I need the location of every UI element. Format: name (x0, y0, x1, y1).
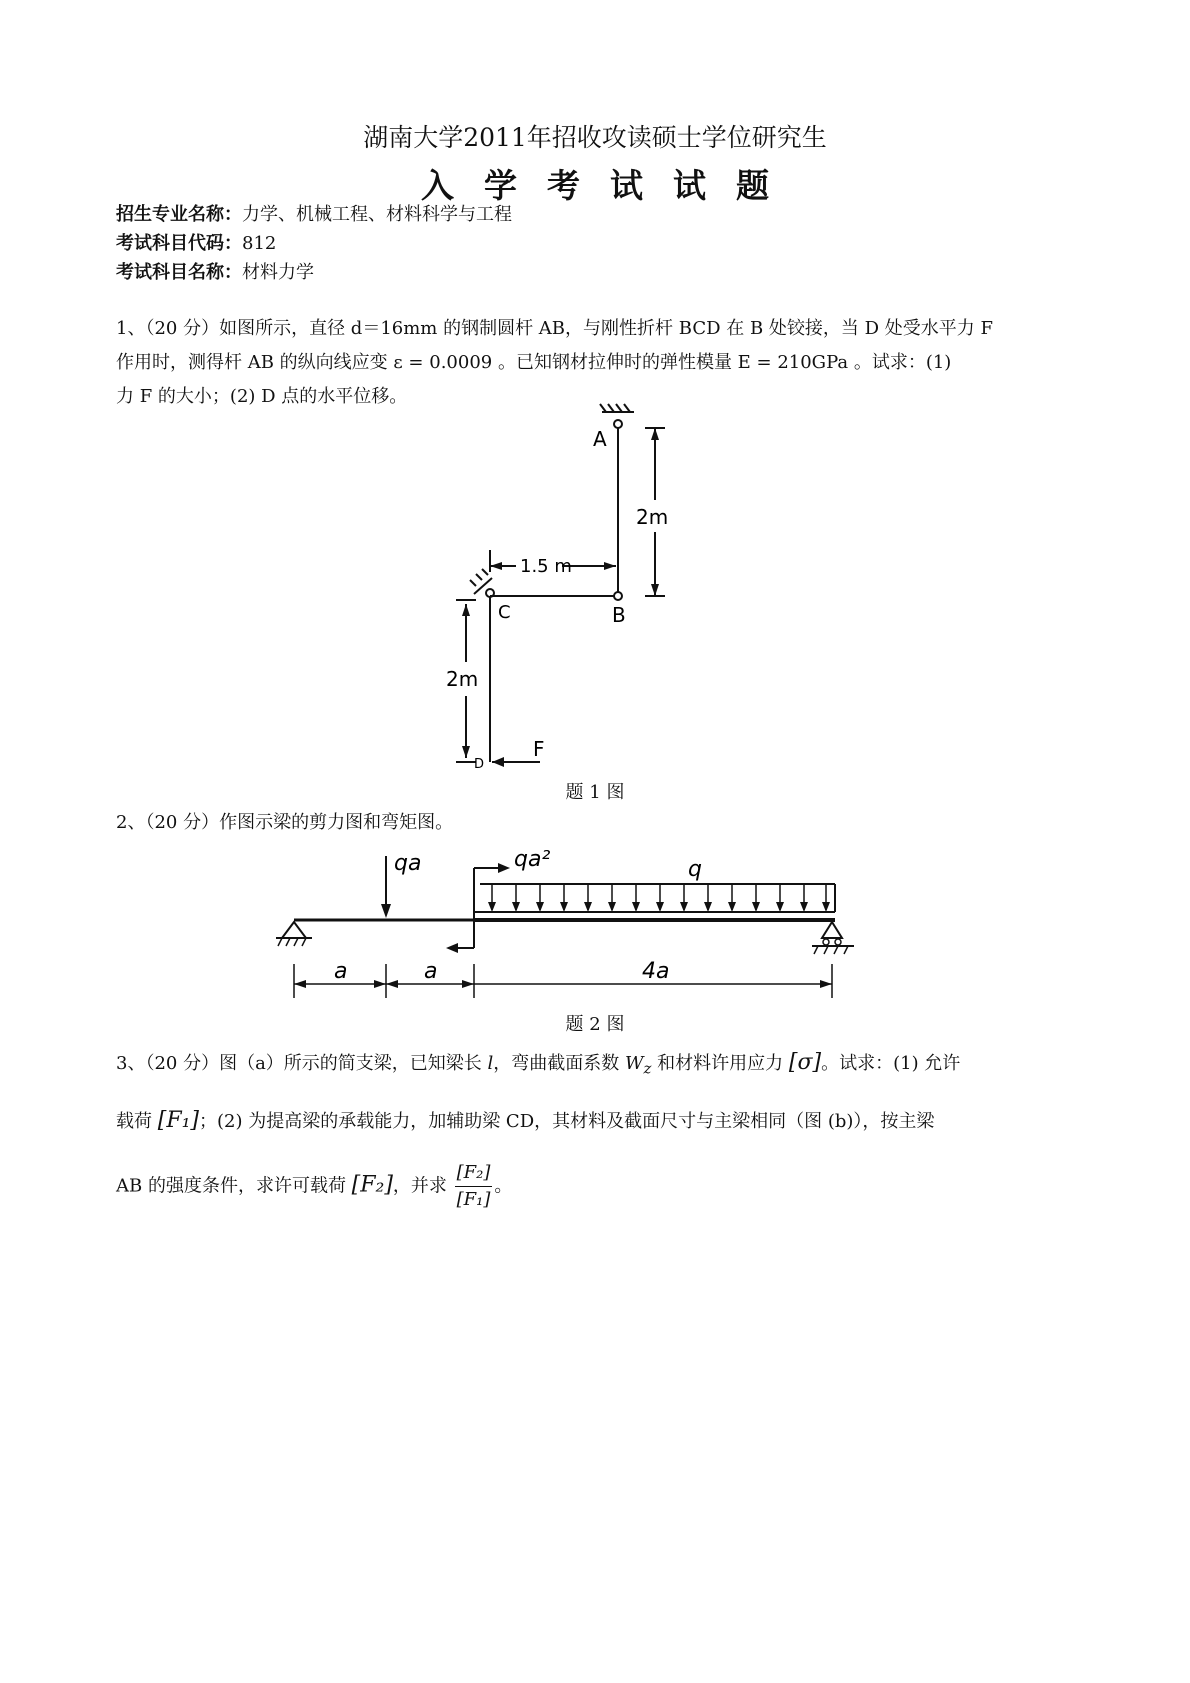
dim-label-1: a (334, 959, 348, 984)
label-c: C (498, 602, 511, 623)
dim-arrow (462, 746, 470, 758)
dim-label-2: a (424, 959, 438, 984)
dim-arrow (490, 562, 502, 570)
moment-arrow-bottom (446, 943, 458, 953)
label-b: B (612, 603, 626, 627)
q3-fraction-numerator: [F₂] (455, 1160, 493, 1187)
support-right (822, 922, 842, 938)
force-f-arrowhead (492, 757, 504, 767)
q3-var-w-sub: z (643, 1059, 652, 1078)
q3-var-f2: [F₂] (351, 1172, 393, 1198)
q3-fraction-denominator: [F₁] (456, 1189, 491, 1210)
meta-code-label: 考试科目代码： (116, 233, 242, 254)
exam-subtitle: 湖南大学2011年招收攻读硕士学位研究生 (363, 123, 827, 152)
label-f: F (533, 737, 545, 761)
meta-subject-value: 材料力学 (242, 262, 314, 283)
q3-text-part: AB 的强度条件，求许可载荷 (116, 1175, 352, 1197)
q3-var-f1: [F₁] (157, 1108, 199, 1133)
point-load-arrowhead (381, 904, 391, 918)
q3-text-part: 3、（20 分）图（a）所示的简支梁，已知梁长 (116, 1053, 488, 1074)
meta-code (116, 229, 276, 255)
q3-var-sigma: [σ] (788, 1050, 822, 1075)
support-c-hatch (476, 574, 482, 580)
meta-major-value: 力学、机械工程、材料科学与工程 (242, 204, 512, 225)
q3-line-3 (116, 1160, 1081, 1213)
meta-subject (116, 258, 314, 284)
support-a-hatch (616, 404, 622, 412)
exam-title: 入学考试试题 (421, 166, 799, 205)
q1-caption: 题 1 图 (565, 782, 625, 803)
dim-arrow (462, 604, 470, 616)
support-c-hatch (470, 580, 476, 586)
dim-ab-label: 2m (636, 505, 669, 529)
dim-label-3: 4a (642, 959, 670, 984)
q1-line-1: 1、（20 分）如图所示，直径 d＝16mm 的钢制圆杆 AB，与刚性折杆 BCD 在 B 处铰接，当 D 处受水平力 F (116, 318, 993, 339)
q3-text-part: ，弯曲截面系数 (493, 1053, 626, 1074)
q3-line-2 (116, 1104, 1081, 1139)
dim-arrow (651, 584, 659, 596)
dim-arrow (604, 562, 616, 570)
label-dist-load: q (688, 857, 702, 882)
q3-var-w: W (625, 1053, 644, 1074)
q3-var-l: l (487, 1053, 494, 1074)
q1-line-3: 力 F 的大小；(2) D 点的水平位移。 (116, 386, 408, 407)
q3-text-part: ；(2) 为提高梁的承载能力，加辅助梁 CD，其材料及截面尺寸与主梁相同（图 (b)），按主梁 (198, 1111, 935, 1132)
support-a-hatch (624, 404, 630, 412)
pin-b (614, 592, 622, 600)
pin-a (614, 420, 622, 428)
dim-cd-label: 2m (446, 667, 479, 691)
label-a: A (593, 427, 607, 451)
support-a-hatch (600, 404, 606, 412)
dim-arrow (651, 428, 659, 440)
support-a-hatch (608, 404, 614, 412)
q3-text-part: 。 (494, 1175, 513, 1197)
q2-text: 2、（20 分）作图示梁的剪力图和弯矩图。 (116, 812, 454, 833)
q3-line-1 (116, 1046, 1081, 1086)
q1-figure (420, 400, 710, 780)
label-point-load: qa (394, 851, 422, 876)
meta-subject-label: 考试科目名称： (116, 262, 242, 283)
q3-text-part: 载荷 (116, 1111, 158, 1132)
q1-line-2: 作用时，测得杆 AB 的纵向线应变 ε = 0.0009 。已知钢材拉伸时的弹性模量 E = 210GPa 。试求：(1) (116, 352, 952, 373)
q3-fraction (455, 1160, 493, 1213)
label-moment: qa² (514, 847, 551, 872)
support-c-hatch (482, 569, 488, 575)
q3-text-part: 。试求：(1) 允许 (821, 1053, 961, 1074)
q2-caption: 题 2 图 (565, 1014, 625, 1035)
meta-major (116, 200, 512, 226)
q3-text-part: ，并求 (392, 1175, 453, 1197)
support-c-base (474, 578, 492, 594)
label-d: D (474, 757, 485, 772)
q3-text-part: 和材料许用应力 (651, 1053, 789, 1074)
q2-figure (270, 836, 870, 1006)
meta-code-value: 812 (242, 233, 277, 254)
support-left (282, 922, 306, 938)
moment-arrow-top (498, 863, 510, 873)
dim-cb-label: 1.5 m (520, 556, 572, 577)
q1-text (116, 312, 1081, 414)
meta-major-label: 招生专业名称： (116, 204, 242, 225)
